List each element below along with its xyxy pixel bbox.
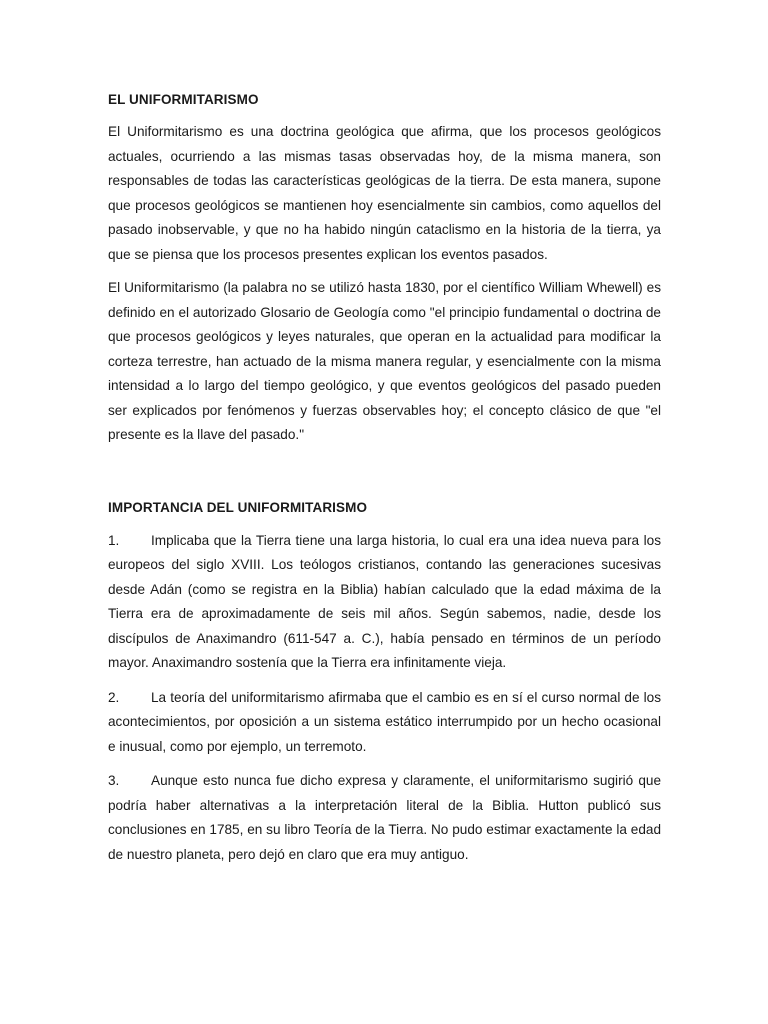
list-item-text: Aunque esto nunca fue dicho expresa y claramente, el uniformitarismo sugirió que podría haber alternativas a la interpretación literal de la Biblia. Hutton publicó sus conclusiones en 1785, en su libro Teoría de la Tierra. No pudo estimar exactamente la edad de nuestro planeta, pero dejó en claro que era muy antiguo.: [108, 773, 661, 862]
paragraph-definition: El Uniformitarismo es una doctrina geológica que afirma, que los procesos geológicos actuales, ocurriendo a las mismas tasas observadas hoy, de la misma manera, son responsables de todas las características geológicas de la tierra. De esta manera, supone que procesos geológicos se mantienen hoy esencialmente sin cambios, como aquellos del pasado inobservable, y que no ha habido ningún cataclismo en la historia de la tierra, ya que se piensa que los procesos presentes explican los eventos pasados.: [108, 124, 661, 262]
document-page: [108, 90, 661, 877]
list-item-number: 1.: [108, 532, 120, 548]
paragraph-glossary: El Uniformitarismo (la palabra no se utilizó hasta 1830, por el científico William Whewell) es definido en el autorizado Glosario de Geología como "el principio fundamental o doctrina de que procesos geológicos y leyes naturales, que operan en la actualidad para modificar la corteza terrestre, han actuado de la misma manera regular, y esencialmente con la misma intensidad a lo largo del tiempo geológico, y que eventos geológicos del pasado pueden ser explicados por fenómenos y fuerzas observables hoy; el concepto clásico de que "el presente es la llave del pasado.": [108, 280, 661, 442]
heading-importancia: IMPORTANCIA DEL UNIFORMITARISMO: [108, 499, 368, 515]
list-item: [108, 769, 661, 867]
list-item-number: 3.: [108, 773, 120, 788]
heading-uniformitarismo: EL UNIFORMITARISMO: [108, 92, 259, 107]
list-item-text: Implicaba que la Tierra tiene una larga historia, lo cual era una idea nueva para los europeos del siglo XVIII. Los teólogos cristianos, contando las generaciones sucesivas desde Adán (como se registra en la Biblia) habían calculado que la edad máxima de la Tierra era de aproximadamente de seis mil años. Según sabemos, nadie, desde los discípulos de Anaximandro (611-547 a. C.), había pensado en términos de un período mayor. Anaximandro sostenía que la Tierra era infinitamente vieja.: [108, 532, 661, 670]
list-item: [108, 529, 661, 676]
list-item-text: La teoría del uniformitarismo afirmaba que el cambio es en sí el curso normal de los acontecimientos, por oposición a un sistema estático interrumpido por un hecho ocasional e inusual, como por ejemplo, un terremoto.: [108, 689, 661, 754]
list-item-number: 2.: [108, 689, 120, 705]
list-item: [108, 686, 661, 760]
